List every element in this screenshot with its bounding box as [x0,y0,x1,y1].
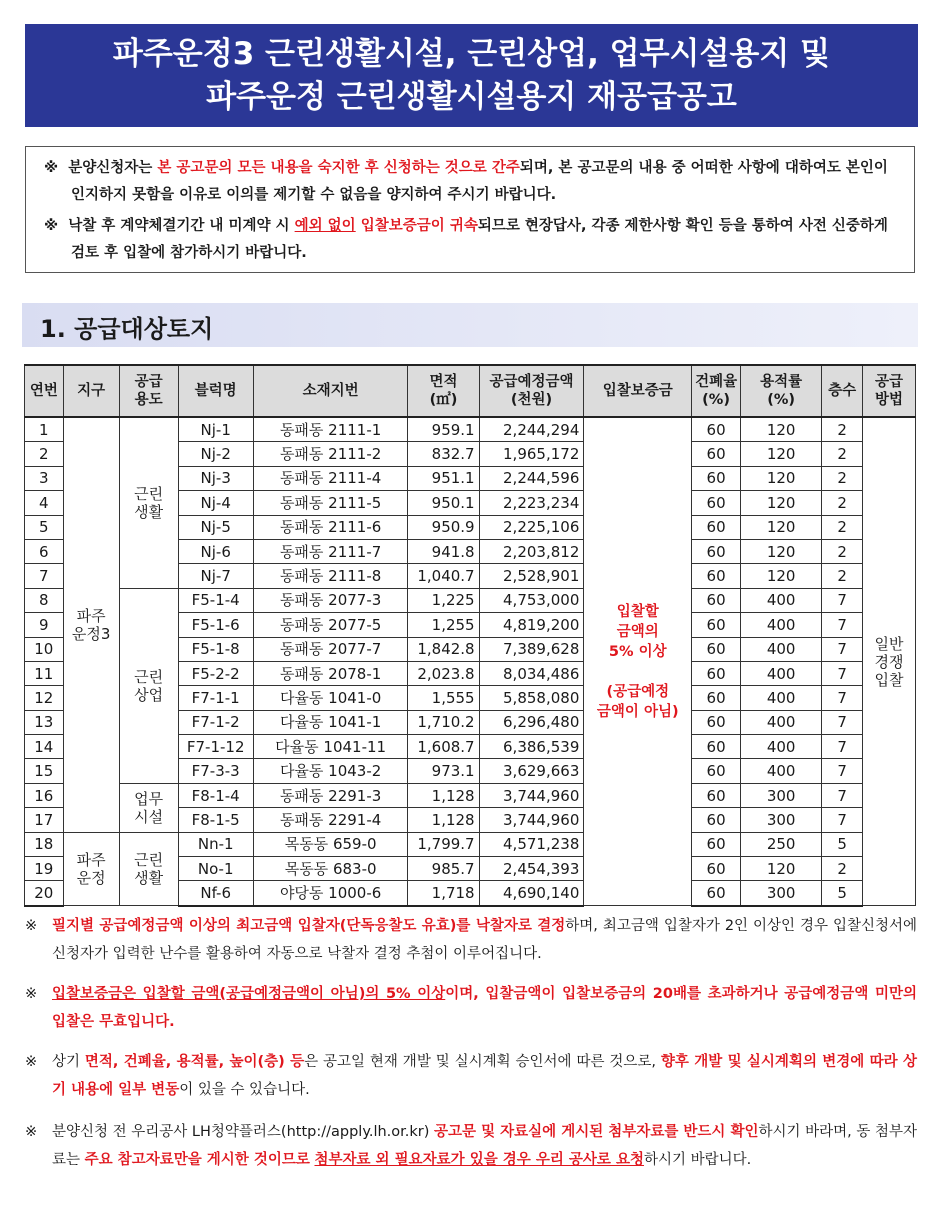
cell-area: 1,128 [408,808,479,832]
cell-far: 400 [740,759,821,783]
cell-bcr: 60 [692,564,741,588]
cell-far: 250 [740,832,821,856]
cell-block: No-1 [178,857,253,881]
table-header-row [25,365,916,417]
cell-far: 120 [740,515,821,539]
notice-item-2: ※ 낙찰 후 계약체결기간 내 미계약 시 예외 없이 입찰보증금이 귀속되므로 현장답사, 각종 제한사항 확인 등을 통하여 사전 신중하게 검토 후 입찰에 참가하시기 바랍니다. [44,218,888,261]
cell-block: Nj-2 [178,442,253,466]
cell-no: 6 [25,539,64,563]
cell-bcr: 60 [692,637,741,661]
cell-no: 17 [25,808,64,832]
cell-floors: 7 [822,588,863,612]
cell-address: 다율동 1041-0 [253,686,408,710]
cell-floors: 2 [822,466,863,490]
cell-floors: 2 [822,491,863,515]
cell-bcr: 60 [692,759,741,783]
cell-address: 동패동 2111-4 [253,466,408,490]
cell-bcr: 60 [692,613,741,637]
cell-no: 19 [25,857,64,881]
cell-block: Nj-3 [178,466,253,490]
cell-bcr: 60 [692,588,741,612]
cell-far: 400 [740,735,821,759]
cell-floors: 7 [822,661,863,685]
cell-address: 다율동 1041-11 [253,735,408,759]
cell-far: 120 [740,857,821,881]
cell-no: 16 [25,783,64,807]
cell-floors: 7 [822,759,863,783]
cell-bcr: 60 [692,466,741,490]
cell-price: 2,454,393 [479,857,584,881]
cell-address: 동패동 2111-6 [253,515,408,539]
cell-far: 120 [740,442,821,466]
cell-address: 다율동 1041-1 [253,710,408,734]
cell-bcr: 60 [692,661,741,685]
cell-block: F7-3-3 [178,759,253,783]
supply-land-table [24,364,916,907]
cell-bcr: 60 [692,515,741,539]
cell-use: 근린 생활 [119,417,178,588]
cell-block: Nj-5 [178,515,253,539]
header-floors: 층수 [822,365,863,417]
cell-no: 3 [25,466,64,490]
cell-area: 985.7 [408,857,479,881]
cell-far: 400 [740,686,821,710]
cell-price: 3,744,960 [479,783,584,807]
cell-block: F8-1-4 [178,783,253,807]
section-title: 1. 공급대상토지 [40,315,214,343]
cell-area: 950.9 [408,515,479,539]
cell-bcr: 60 [692,539,741,563]
cell-bcr: 60 [692,735,741,759]
cell-no: 20 [25,881,64,906]
cell-bcr: 60 [692,857,741,881]
cell-far: 300 [740,881,821,906]
cell-block: F5-1-4 [178,588,253,612]
cell-use: 근린 생활 [119,832,178,906]
title-line-2: 파주운정 근린생활시설용지 재공급공고 [206,78,737,115]
cell-price: 2,203,812 [479,539,584,563]
cell-price: 3,744,960 [479,808,584,832]
note-item-4: ※ 분양신청 전 우리공사 LH청약플러스(http://apply.lh.or.kr) 공고문 및 자료실에 게시된 첨부자료를 반드시 확인하시기 바라며, 동 첨부자료는 주요 참고자료만을 게시한 것이므로 첨부자료 외 필요자료가 있을 경우 우리 공사로 요청하시기 바랍니다. [25,1124,918,1168]
cell-no: 11 [25,661,64,685]
cell-area: 2,023.8 [408,661,479,685]
cell-no: 13 [25,710,64,734]
cell-block: F5-1-8 [178,637,253,661]
cell-price: 3,629,663 [479,759,584,783]
cell-bcr: 60 [692,881,741,906]
announcement-title [25,24,918,127]
cell-bcr: 60 [692,710,741,734]
cell-use: 근린 상업 [119,588,178,783]
cell-far: 120 [740,491,821,515]
table-body [25,417,916,906]
cell-block: Nn-1 [178,832,253,856]
cell-floors: 7 [822,613,863,637]
cell-far: 400 [740,661,821,685]
cell-address: 동패동 2111-2 [253,442,408,466]
cell-price: 2,528,901 [479,564,584,588]
cell-address: 동패동 2111-1 [253,417,408,442]
cell-bcr: 60 [692,808,741,832]
title-line-1: 파주운정3 근린생활시설, 근린상업, 업무시설용지 및 [112,35,831,72]
cell-floors: 7 [822,637,863,661]
header-use: 공급 용도 [119,365,178,417]
notice-box [25,146,915,273]
cell-method: 일반 경쟁 입찰 [863,417,916,906]
cell-far: 400 [740,710,821,734]
section-header [22,303,918,347]
cell-floors: 7 [822,735,863,759]
cell-address: 동패동 2078-1 [253,661,408,685]
header-method: 공급 방법 [863,365,916,417]
cell-block: F7-1-12 [178,735,253,759]
cell-block: Nj-7 [178,564,253,588]
cell-address: 야당동 1000-6 [253,881,408,906]
cell-no: 15 [25,759,64,783]
table-row [25,417,916,442]
notice-item-1: ※ 분양신청자는 본 공고문의 모든 내용을 숙지한 후 신청하는 것으로 간주되며, 본 공고문의 내용 중 어떠한 사항에 대하여도 본인이 인지하지 못함을 이유로 이의를 제기할 수 없음을 양지하여 주시기 바랍니다. [44,160,888,203]
cell-bcr: 60 [692,783,741,807]
note-item-2: ※ 입찰보증금은 입찰할 금액(공급예정금액이 아님)의 5% 이상이며, 입찰금액이 입찰보증금의 20배를 초과하거나 공급예정금액 미만의 입찰은 무효입니다. [25,986,917,1030]
cell-area: 1,225 [408,588,479,612]
cell-price: 2,244,294 [479,417,584,442]
cell-no: 12 [25,686,64,710]
cell-price: 4,819,200 [479,613,584,637]
header-far: 용적률 (%) [740,365,821,417]
note-item-1: ※ 필지별 공급예정금액 이상의 최고금액 입찰자(단독응찰도 유효)를 낙찰자로 결정하며, 최고금액 입찰자가 2인 이상인 경우 입찰신청서에 신청자가 입력한 난수를 활용하여 자동으로 낙찰자 결정 추첨이 이루어집니다. [25,918,917,962]
cell-no: 9 [25,613,64,637]
cell-price: 2,244,596 [479,466,584,490]
cell-price: 4,753,000 [479,588,584,612]
header-no: 연번 [25,365,64,417]
table-row [25,832,916,856]
cell-address: 동패동 2111-5 [253,491,408,515]
cell-address: 동패동 2077-7 [253,637,408,661]
cell-no: 1 [25,417,64,442]
cell-price: 4,690,140 [479,881,584,906]
cell-floors: 7 [822,808,863,832]
cell-area: 951.1 [408,466,479,490]
cell-address: 다율동 1043-2 [253,759,408,783]
cell-area: 973.1 [408,759,479,783]
cell-area: 1,842.8 [408,637,479,661]
cell-far: 400 [740,637,821,661]
cell-area: 1,555 [408,686,479,710]
cell-bcr: 60 [692,686,741,710]
table-row [25,588,916,612]
cell-no: 2 [25,442,64,466]
cell-bcr: 60 [692,442,741,466]
header-deposit: 입찰보증금 [584,365,692,417]
header-price: 공급예정금액 (천원) [479,365,584,417]
cell-area: 1,608.7 [408,735,479,759]
cell-address: 동패동 2077-5 [253,613,408,637]
cell-far: 400 [740,588,821,612]
cell-price: 2,223,234 [479,491,584,515]
cell-price: 8,034,486 [479,661,584,685]
cell-floors: 7 [822,686,863,710]
cell-block: Nj-1 [178,417,253,442]
cell-floors: 5 [822,832,863,856]
cell-area: 1,710.2 [408,710,479,734]
cell-price: 1,965,172 [479,442,584,466]
cell-price: 2,225,106 [479,515,584,539]
cell-address: 동패동 2111-8 [253,564,408,588]
cell-floors: 7 [822,710,863,734]
cell-far: 400 [740,613,821,637]
cell-address: 동패동 2291-3 [253,783,408,807]
cell-block: Nj-4 [178,491,253,515]
cell-deposit: 입찰할 금액의 5% 이상 (공급예정 금액이 아님) [584,417,692,906]
cell-bcr: 60 [692,832,741,856]
header-area: 면적 (㎡) [408,365,479,417]
cell-district: 파주 운정3 [63,417,119,832]
header-bcr: 건폐율 (%) [692,365,741,417]
cell-floors: 2 [822,564,863,588]
cell-no: 14 [25,735,64,759]
cell-floors: 2 [822,515,863,539]
cell-area: 1,128 [408,783,479,807]
note-item-3: ※ 상기 면적, 건폐율, 용적률, 높이(층) 등은 공고일 현재 개발 및 실시계획 승인서에 따른 것으로, 향후 개발 및 실시계획의 변경에 따라 상기 내용에 일부 변동이 있을 수 있습니다. [25,1054,917,1098]
cell-address: 동패동 2291-4 [253,808,408,832]
cell-far: 120 [740,466,821,490]
cell-block: F7-1-2 [178,710,253,734]
cell-floors: 2 [822,442,863,466]
cell-price: 6,386,539 [479,735,584,759]
cell-block: F5-2-2 [178,661,253,685]
cell-far: 120 [740,539,821,563]
cell-block: Nj-6 [178,539,253,563]
cell-no: 4 [25,491,64,515]
cell-bcr: 60 [692,417,741,442]
cell-address: 목동동 683-0 [253,857,408,881]
cell-floors: 7 [822,783,863,807]
cell-use: 업무 시설 [119,783,178,832]
cell-area: 950.1 [408,491,479,515]
cell-price: 4,571,238 [479,832,584,856]
cell-price: 7,389,628 [479,637,584,661]
cell-no: 18 [25,832,64,856]
cell-far: 120 [740,564,821,588]
header-block: 블럭명 [178,365,253,417]
cell-no: 8 [25,588,64,612]
cell-area: 1,255 [408,613,479,637]
cell-price: 6,296,480 [479,710,584,734]
cell-floors: 2 [822,417,863,442]
cell-address: 동패동 2077-3 [253,588,408,612]
cell-floors: 2 [822,539,863,563]
cell-no: 7 [25,564,64,588]
cell-block: F5-1-6 [178,613,253,637]
header-address: 소재지번 [253,365,408,417]
cell-no: 10 [25,637,64,661]
cell-area: 1,040.7 [408,564,479,588]
header-district: 지구 [63,365,119,417]
cell-floors: 2 [822,857,863,881]
cell-block: F7-1-1 [178,686,253,710]
cell-area: 832.7 [408,442,479,466]
cell-area: 941.8 [408,539,479,563]
cell-area: 1,718 [408,881,479,906]
cell-area: 959.1 [408,417,479,442]
table-row [25,783,916,807]
cell-bcr: 60 [692,491,741,515]
cell-no: 5 [25,515,64,539]
cell-address: 목동동 659-0 [253,832,408,856]
cell-price: 5,858,080 [479,686,584,710]
cell-block: F8-1-5 [178,808,253,832]
cell-floors: 5 [822,881,863,906]
cell-address: 동패동 2111-7 [253,539,408,563]
cell-area: 1,799.7 [408,832,479,856]
cell-block: Nf-6 [178,881,253,906]
cell-far: 300 [740,808,821,832]
cell-far: 300 [740,783,821,807]
cell-far: 120 [740,417,821,442]
cell-district: 파주 운정 [63,832,119,906]
